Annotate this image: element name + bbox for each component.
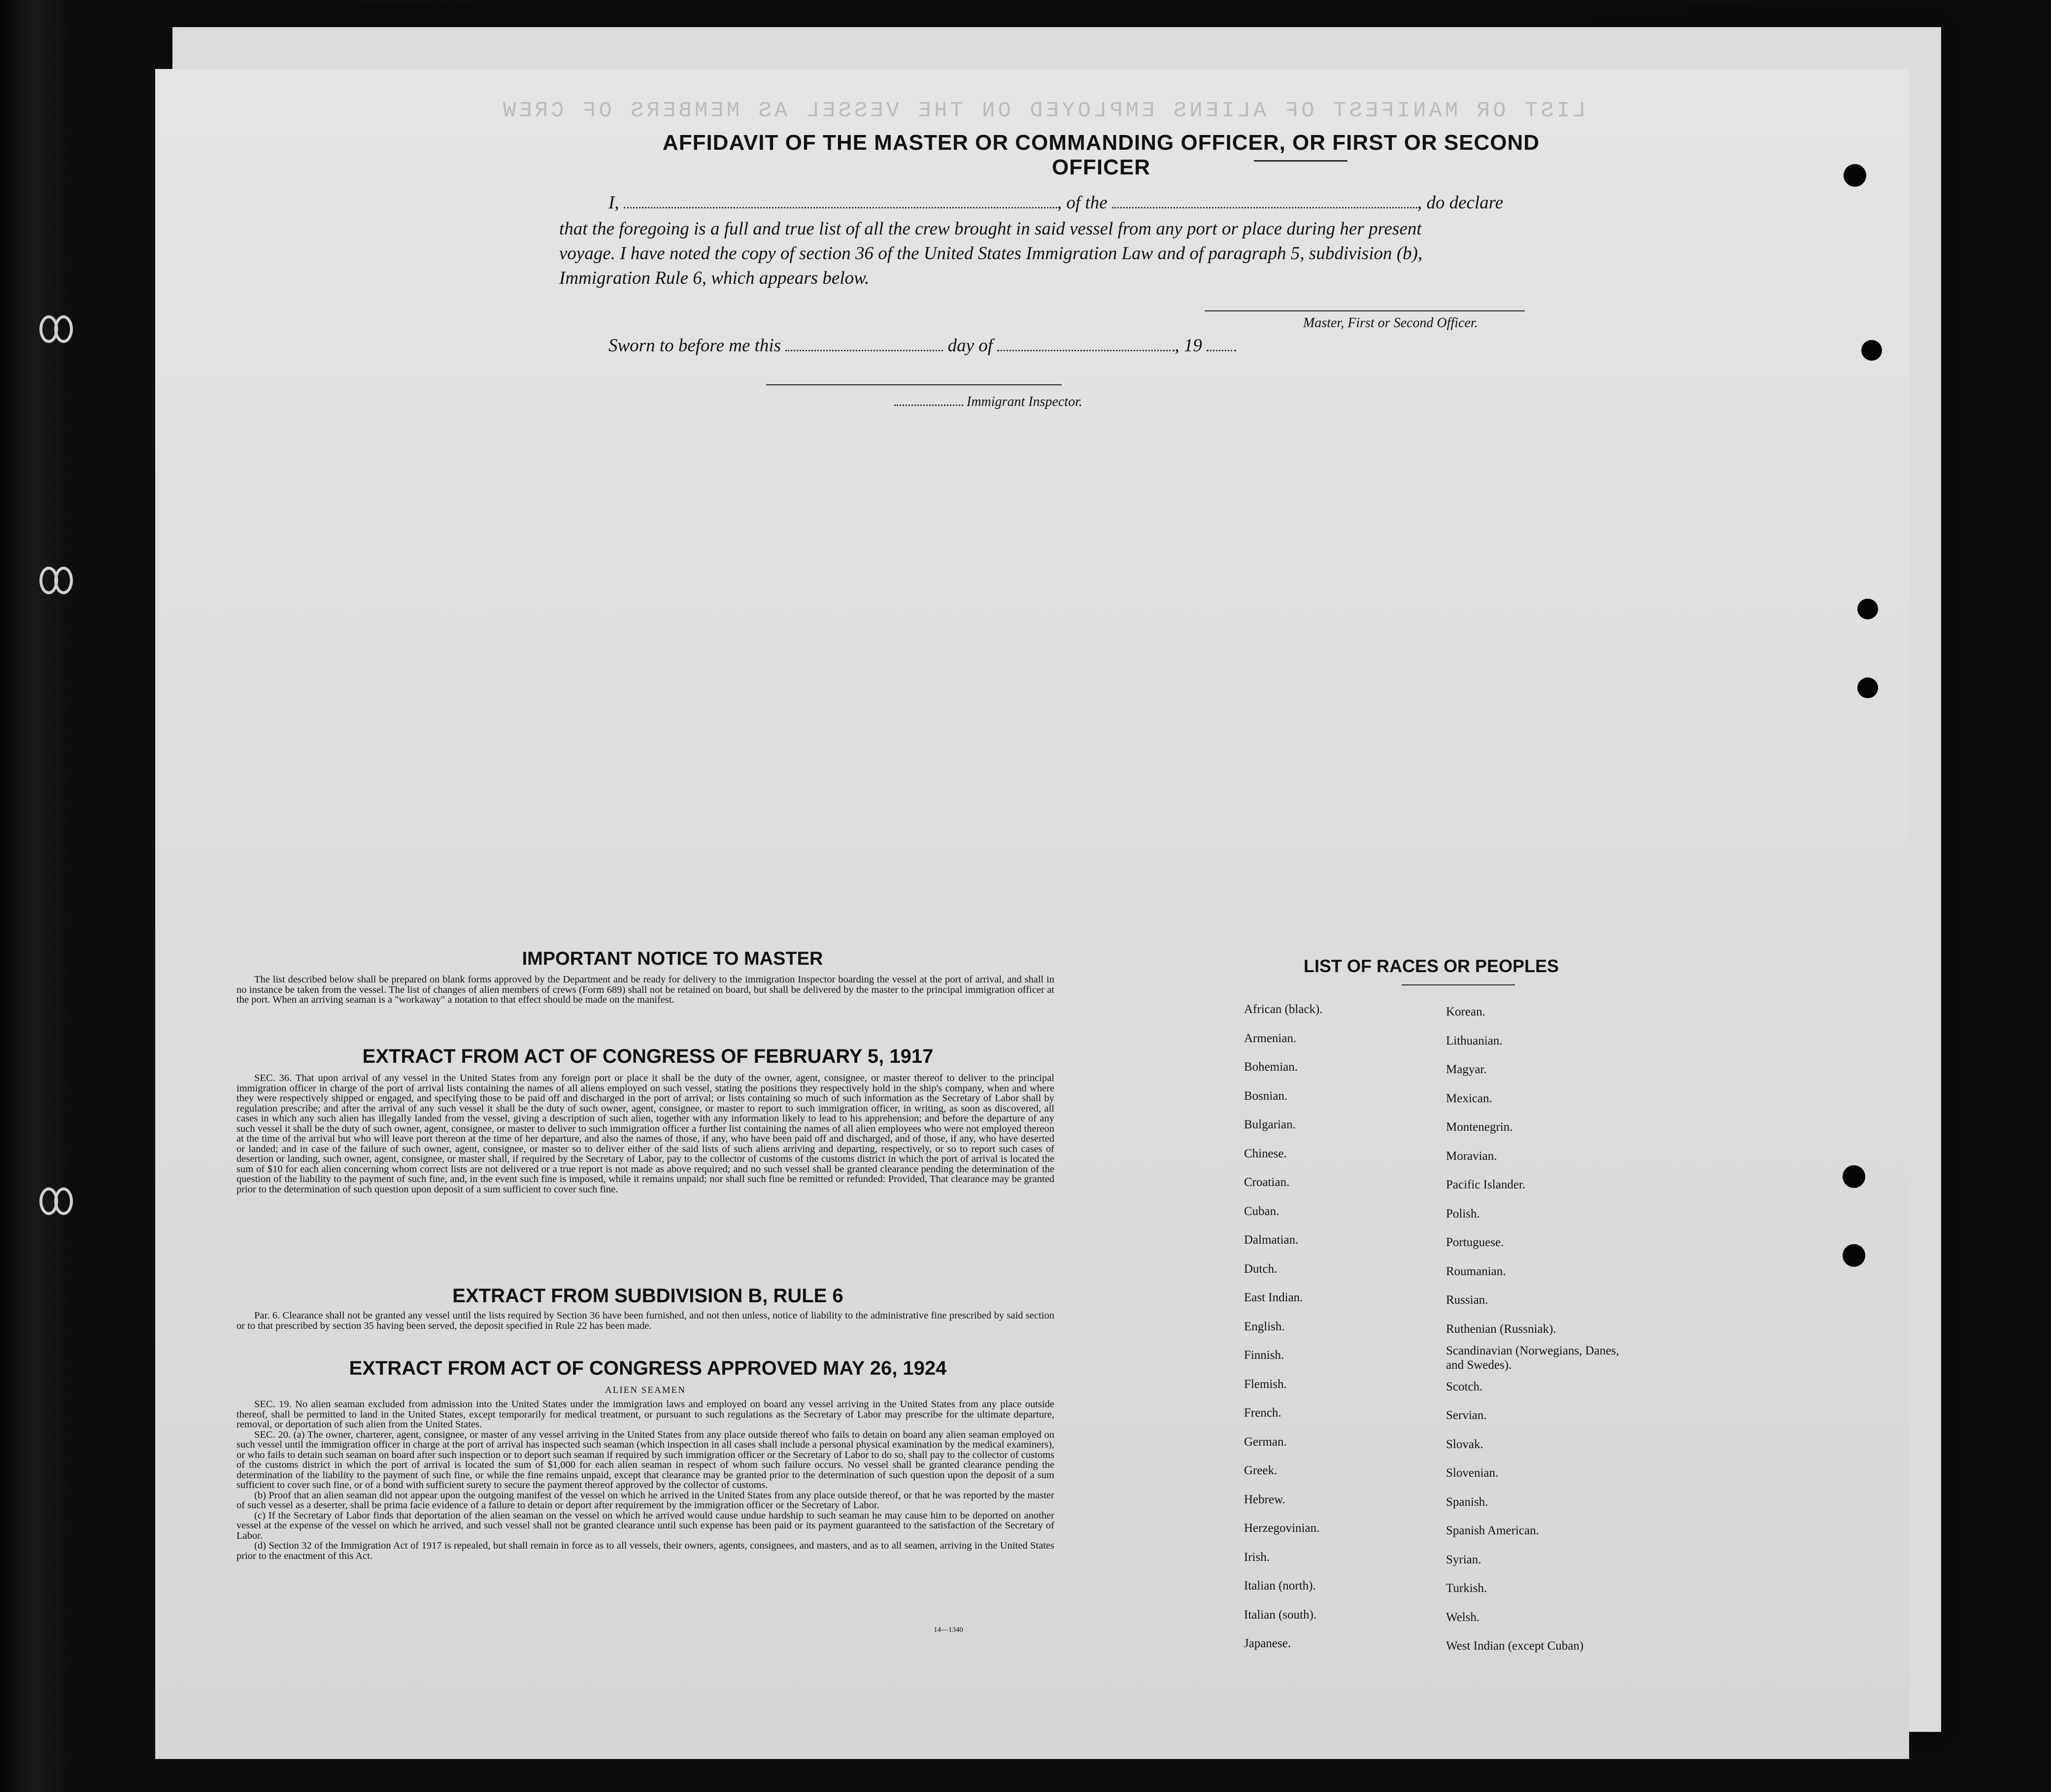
- races-title: LIST OF RACES OR PEOPLES: [1303, 956, 1559, 976]
- notice-paragraph: The list described below shall be prepared on blank forms approved by the Department and be ready for delivery to the immigration Inspector boarding the vessel at the port of arrival, and shall in no instance be taken from the vessel. The list of changes of alien members of crews (Form 689) shall not be retained on board, but shall be delivered by the master to the principal immigration officer at the port. When an arriving seaman is a "workaway" a notation to that effect should be made on the manifest.: [236, 974, 1054, 1005]
- punch-hole: [1861, 340, 1882, 361]
- sworn-text: Sworn to before me this: [608, 336, 781, 356]
- race-item: Lithuanian.: [1446, 1034, 1503, 1048]
- race-item: Spanish American.: [1446, 1524, 1539, 1537]
- binding-mark: [54, 315, 73, 343]
- race-item: Korean.: [1446, 1005, 1485, 1018]
- race-item: Scandinavian (Norwegians, Danes, and Swedes).: [1446, 1344, 1619, 1372]
- sworn-line: [608, 335, 1236, 356]
- alien-seamen-subtitle: ALIEN SEAMEN: [605, 1385, 686, 1395]
- notice-text: [236, 975, 1054, 1005]
- race-item: Italian (north).: [1244, 1579, 1316, 1592]
- binding-mark: [54, 1187, 73, 1215]
- punch-hole: [1857, 677, 1878, 698]
- sec-20-b-paragraph: (b) Proof that an alien seaman did not appear upon the outgoing manifest of the vessel on which he arrived in the United States from any place outside thereof, or that he was reported by the master of such vessel as a deserter, shall be prima facie evidence of a failure to detain or deport after requirement by the immigration officer or the Secretary of Labor.: [236, 1489, 1054, 1511]
- extract-rule6-text: [236, 1311, 1054, 1331]
- races-left-column: [1244, 995, 1323, 1658]
- affidavit-line-3: voyage. I have noted the copy of section 36 of the United States Immigration Law and of paragraph 5, subdivision (b),: [559, 243, 1423, 264]
- race-item: English.: [1244, 1319, 1285, 1333]
- binding-mark: [54, 567, 73, 594]
- race-item: Bulgarian.: [1244, 1118, 1296, 1131]
- races-title-rule: [1402, 984, 1515, 985]
- race-item: Russian.: [1446, 1293, 1488, 1307]
- race-item: German.: [1244, 1435, 1287, 1449]
- race-item: Greek.: [1244, 1464, 1278, 1477]
- punch-hole: [1857, 599, 1878, 619]
- punch-hole: [1844, 164, 1866, 187]
- races-right-column: [1446, 998, 1623, 1661]
- sec-19-paragraph: SEC. 19. No alien seaman excluded from admission into the United States under the immigration laws and employed on board any vessel arriving in the United States from any place outside thereof, shall be permitted to land in the United States, except temporarily for medical treatment, or pursuant to such regulations as the Secretary of Labor may prescribe for the ultimate departure, removal, or deportation of such alien from the United States.: [236, 1399, 1054, 1430]
- signature-caption: Master, First or Second Officer.: [1303, 315, 1478, 331]
- race-item: East Indian.: [1244, 1291, 1303, 1304]
- punch-hole: [1843, 1244, 1865, 1267]
- race-item: African (black).: [1244, 1003, 1323, 1016]
- race-item: Pacific Islander.: [1446, 1178, 1526, 1191]
- race-item: Spanish.: [1446, 1495, 1488, 1509]
- race-item: Irish.: [1244, 1550, 1270, 1564]
- vessel-blank[interactable]: [1112, 206, 1417, 208]
- race-item: Dutch.: [1244, 1262, 1278, 1276]
- race-item: Chinese.: [1244, 1147, 1287, 1160]
- day-of-text: day of: [947, 336, 993, 356]
- sec-20-c-paragraph: (c) If the Secretary of Labor finds that deportation of the alien seaman on the vessel on which he arrived would cause undue hardship to such seaman he may cause him to be deported on another vessel at the expense of the vessel on which he arrived, and such vessel shall not be granted clearance until such expense has been paid or its payment guaranteed to the satisfaction of the Secretary of Labor.: [236, 1510, 1054, 1541]
- extract-1924-title: EXTRACT FROM ACT OF CONGRESS APPROVED MAY 26, 1924: [349, 1357, 947, 1379]
- race-item: Bosnian.: [1244, 1089, 1288, 1103]
- race-item: Herzegovinian.: [1244, 1522, 1320, 1535]
- race-item: Hebrew.: [1244, 1492, 1285, 1506]
- race-item: Welsh.: [1446, 1610, 1480, 1624]
- race-item: West Indian (except Cuban): [1446, 1639, 1584, 1653]
- inspector-line[interactable]: [766, 384, 1062, 385]
- race-item: Montenegrin.: [1446, 1120, 1513, 1134]
- extract-1917-title: EXTRACT FROM ACT OF CONGRESS OF FEBRUARY 5, 1917: [362, 1046, 934, 1067]
- race-item: Ruthenian (Russniak).: [1446, 1322, 1556, 1336]
- month-blank[interactable]: [997, 349, 1175, 351]
- race-item: Moravian.: [1446, 1149, 1497, 1163]
- extract-rule6-title: EXTRACT FROM SUBDIVISION B, RULE 6: [452, 1285, 843, 1307]
- notice-title: IMPORTANT NOTICE TO MASTER: [522, 948, 823, 969]
- inspector-blank[interactable]: [894, 404, 963, 406]
- sec-36-paragraph: SEC. 36. That upon arrival of any vessel in the United States from any foreign port or place it shall be the duty of the owner, agent, consignee, or master thereof to deliver to the principal immigration officer in charge of the port of arrival lists containing the names of all aliens employed on such vessel, stating the positions they respectively hold in the ship's company, when and where they were respectively shipped or engaged, and specifying those to be paid off and discharged in the port of arrival; or lists containing so much of such information as the Secretary of Labor shall by regulation prescribe; and after the arrival of any such vessel it shall be the duty of such owner, agent, consignee, or master to report to such immigration officer, in writing, as soon as discovered, all cases in which any such alien has illegally landed from the vessel, giving a description of such alien, together with any information likely to lead to his apprehension; and before the departure of any such vessel it shall be the duty of such owner, agent, consignee, or master to deliver to such immigration officer a further list containing the names of all alien employees who were not employed thereon at the time of the arrival but who will leave port thereon at the time of her departure, and also the names of those, if any, who have been paid off and discharged, and of those, if any, who have deserted or landed; and in case of the failure of such owner, agent, consignee, or master so to deliver either of the said lists of such aliens arriving and departing, respectively, or so to report such cases of desertion or landing, such owner, agent, consignee, or master shall, if required by the Secretary of Labor, pay to the collector of customs of the customs district in which the port of arrival is located the sum of $10 for each alien concerning whom correct lists are not delivered or a true report is not made as above required; and no such vessel shall be granted clearance pending the determination of the question of the liability to the payment of such fine, and, in the event such fine is imposed, while it remains unpaid; nor shall such fine be remitted or refunded: Provided, That clearance may be granted prior to the determination of such question upon deposit of a sum sufficient to cover such fine.: [236, 1073, 1054, 1195]
- title-rule: [1254, 160, 1347, 162]
- race-item: Japanese.: [1244, 1637, 1291, 1650]
- race-item: Armenian.: [1244, 1031, 1297, 1045]
- year-text: , 19: [1175, 336, 1202, 356]
- inspector-caption-text: Immigrant Inspector.: [967, 394, 1082, 409]
- name-blank[interactable]: [624, 206, 1057, 208]
- document-page: [155, 69, 1909, 1759]
- affidavit-i: I,: [608, 193, 619, 213]
- affidavit-declare: , do declare: [1417, 193, 1504, 213]
- race-item: Slovenian.: [1446, 1466, 1499, 1480]
- affidavit-title: AFFIDAVIT OF THE MASTER OR COMMANDING OFFICER, OR FIRST OR SECOND OFFICER: [662, 131, 1540, 179]
- signature-line[interactable]: [1205, 310, 1525, 311]
- race-item: Cuban.: [1244, 1204, 1279, 1218]
- form-number: 14—1340: [934, 1626, 963, 1634]
- extract-1924-text: [236, 1399, 1054, 1561]
- bleed-through-text: LIST OR MANIFEST OF ALIENS EMPLOYED ON THE VESSEL AS MEMBERS OF CREW: [500, 99, 1586, 123]
- year-blank[interactable]: [1207, 349, 1236, 351]
- race-item: Slovak.: [1446, 1437, 1483, 1451]
- punch-hole: [1843, 1165, 1865, 1188]
- extract-1917-text: [236, 1073, 1054, 1194]
- race-item: Roumanian.: [1446, 1264, 1506, 1278]
- affidavit-line-1: [608, 192, 1503, 213]
- affidavit-line-4: Immigration Rule 6, which appears below.: [559, 268, 870, 288]
- race-item: Finnish.: [1244, 1349, 1284, 1362]
- race-item: Polish.: [1446, 1207, 1480, 1220]
- day-blank[interactable]: [785, 349, 943, 351]
- race-item: Italian (south).: [1244, 1608, 1317, 1622]
- race-item: Turkish.: [1446, 1582, 1487, 1595]
- race-item: Magyar.: [1446, 1063, 1487, 1076]
- race-item: French.: [1244, 1406, 1281, 1420]
- race-item: Flemish.: [1244, 1377, 1287, 1391]
- par-6-paragraph: Par. 6. Clearance shall not be granted any vessel until the lists required by Section 36 have been furnished, and not then unless, notice of liability to the administrative fine prescribed by said section or to that prescribed by section 35 having been served, the deposit specified in Rule 22 has been made.: [236, 1310, 1054, 1331]
- race-item: Syrian.: [1446, 1553, 1481, 1566]
- race-item: Servian.: [1446, 1409, 1487, 1422]
- sec-20-d-paragraph: (d) Section 32 of the Immigration Act of 1917 is repealed, but shall remain in force as to all vessels, their owners, agents, consignees, and masters, and as to all seamen, arriving in the United States prior to the enactment of this Act.: [236, 1540, 1054, 1561]
- race-item: Croatian.: [1244, 1176, 1290, 1189]
- affidavit-of: , of the: [1057, 193, 1108, 213]
- race-item: Bohemian.: [1244, 1060, 1298, 1074]
- sec-20-a-paragraph: SEC. 20. (a) The owner, charterer, agent, consignee, or master of any vessel arriving in the United States from any place outside thereof who fails to detain on board any alien seaman employed on such vessel until the immigration officer in charge at the port of arrival has inspected such seaman (which inspection in all cases shall include a personal physical examination by the medical examiners), or who fails to detain such seaman on board after such inspection or to deport such seaman if required by such immigration officer or the Secretary of Labor to do so, shall pay to the collector of customs of the customs district in which the port of arrival is located the sum of $1,000 for each alien seaman in respect of whom such failure occurs. No vessel shall be granted clearance pending the determination of the liability to the payment of such fine, or while the fine remains unpaid, except that clearance may be granted prior to the determination of such question upon the deposit of a sum sufficient to cover such fine, or of a bond with sufficient surety to secure the payment thereof approved by the collector of customs.: [236, 1429, 1054, 1490]
- affidavit-line-2: that the foregoing is a full and true list of all the crew brought in said vessel from any port or place during her present: [559, 219, 1422, 239]
- race-item: Scotch.: [1446, 1380, 1483, 1393]
- race-item: Portuguese.: [1446, 1236, 1504, 1249]
- race-item: Dalmatian.: [1244, 1233, 1299, 1247]
- race-item: Mexican.: [1446, 1091, 1492, 1105]
- inspector-caption: [894, 394, 1082, 410]
